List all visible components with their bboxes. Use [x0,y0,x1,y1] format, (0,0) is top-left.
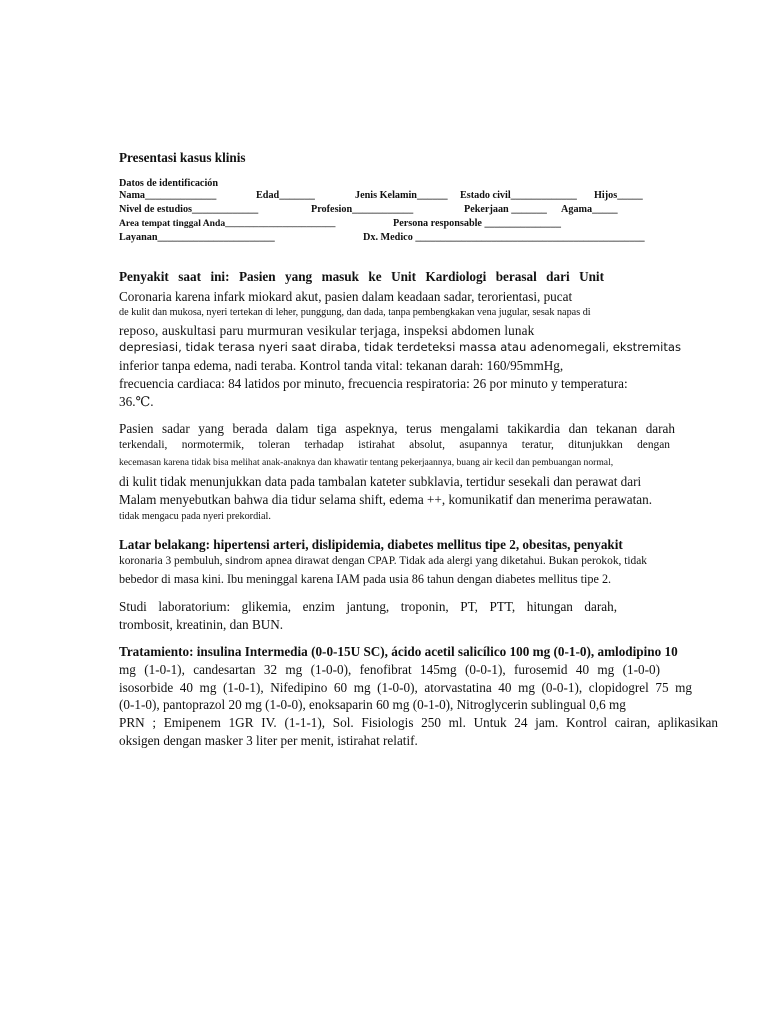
document-title: Presentasi kasus klinis [119,150,246,165]
evolution-line: Pasien sadar yang berada dalam tiga aspeknya, terus mengalami takikardia dan tekanan darah [119,421,675,436]
field-nama: Nama______________ [119,190,217,201]
treatment-line: isosorbide 40 mg (1-0-1), Nifedipino 60 mg (1-0-0), atorvastatina 40 mg (0-0-1), clopidogrel 75 mg [119,680,692,695]
treatment-line: oksigen dengan masker 3 liter per menit, istirahat relatif. [119,733,418,748]
treatment-line: mg (1-0-1), candesartan 32 mg (1-0-0), fenofibrat 145mg (0-0-1), furosemid 40 mg (1-0-0) [119,662,660,677]
evolution-line: kecemasan karena tidak bisa melihat anak-anaknya dan khawatir tentang pekerjaannya, buang air kecil dan pembuangan normal, [119,457,614,468]
field-area-tinggal: Area tempat tinggal Anda_______________________ [119,218,336,229]
present-illness-line: frecuencia cardiaca: 84 latidos por minuto, frecuencia respiratoria: 26 por minuto y temperatura: [119,376,628,391]
present-illness-line: 36.℃. [119,394,154,409]
field-agama: Agama_____ [561,204,618,215]
present-illness-line: de kulit dan mukosa, nyeri tertekan di leher, punggung, dan dada, tanpa pembengkakan vena jugular, sesak napas di [119,307,591,318]
treatment-line: (0-1-0), pantoprazol 20 mg (1-0-0), enoksaparin 60 mg (0-1-0), Nitroglycerin sublingual 0,6 mg [119,697,626,712]
present-illness-line: depresiasi, tidak terasa nyeri saat diraba, tidak terdeteksi massa atau adenomegali, ekstremitas [119,340,682,354]
present-illness-line: reposo, auskultasi paru murmuran vesikular terjaga, inspeksi abdomen lunak [119,323,535,338]
identification-heading: Datos de identificación [119,178,219,189]
present-illness-line: Penyakit saat ini: Pasien yang masuk ke Unit Kardiologi berasal dari Unit [119,269,604,284]
evolution-line: terkendali, normotermik, toleran terhadap istirahat absolut, asupannya teratur, ditunjukkan dengan [119,439,670,451]
background-line: koronaria 3 pembuluh, sindrom apnea dirawat dengan CPAP. Tidak ada alergi yang diketahui. Bukan perokok, tidak [119,555,647,567]
field-hijos: Hijos_____ [594,190,643,201]
field-persona-responsable: Persona responsable _______________ [393,218,561,229]
present-illness-line: inferior tanpa edema, nadi teraba. Kontrol tanda vital: tekanan darah: 160/95mmHg, [119,358,564,373]
field-profesion: Profesion____________ [311,204,414,215]
field-layanan: Layanan_______________________ [119,232,275,243]
field-edad: Edad_______ [256,190,315,201]
treatment-line: PRN ; Emipenem 1GR IV. (1-1-1), Sol. Fisiologis 250 ml. Untuk 24 jam. Kontrol cairan, aplikasikan [119,715,718,730]
field-nivel-estudios: Nivel de estudios_____________ [119,204,259,215]
labs-line: Studi laboratorium: glikemia, enzim jantung, troponin, PT, PTT, hitungan darah, [119,599,617,614]
treatment-line: Tratamiento: insulina Intermedia (0-0-15U SC), ácido acetil salicílico 100 mg (0-1-0), amlodipino 10 [119,644,678,659]
background-line: bebedor di masa kini. Ibu meninggal karena IAM pada usia 86 tahun dengan diabetes mellitus tipe 2. [119,572,612,586]
field-dx-medico: Dx. Medico _____________________________________________ [363,232,645,243]
field-estado-civil: Estado civil_____________ [460,190,577,201]
labs-line: trombosit, kreatinin, dan BUN. [119,617,284,632]
field-jenis-kelamin: Jenis Kelamin______ [355,190,448,201]
present-illness-line: Coronaria karena infark miokard akut, pasien dalam keadaan sadar, terorientasi, pucat [119,289,573,304]
evolution-line: tidak mengacu pada nyeri prekordial. [119,511,271,522]
evolution-line: di kulit tidak menunjukkan data pada tambalan kateter subklavia, tertidur sesekali dan perawat dari [119,474,642,489]
evolution-line: Malam menyebutkan bahwa dia tidur selama shift, edema ++, komunikatif dan menerima perawatan. [119,492,653,507]
field-pekerjaan: Pekerjaan _______ [464,204,547,215]
background-line: Latar belakang: hipertensi arteri, dislipidemia, diabetes mellitus tipe 2, obesitas, penyakit [119,537,623,552]
